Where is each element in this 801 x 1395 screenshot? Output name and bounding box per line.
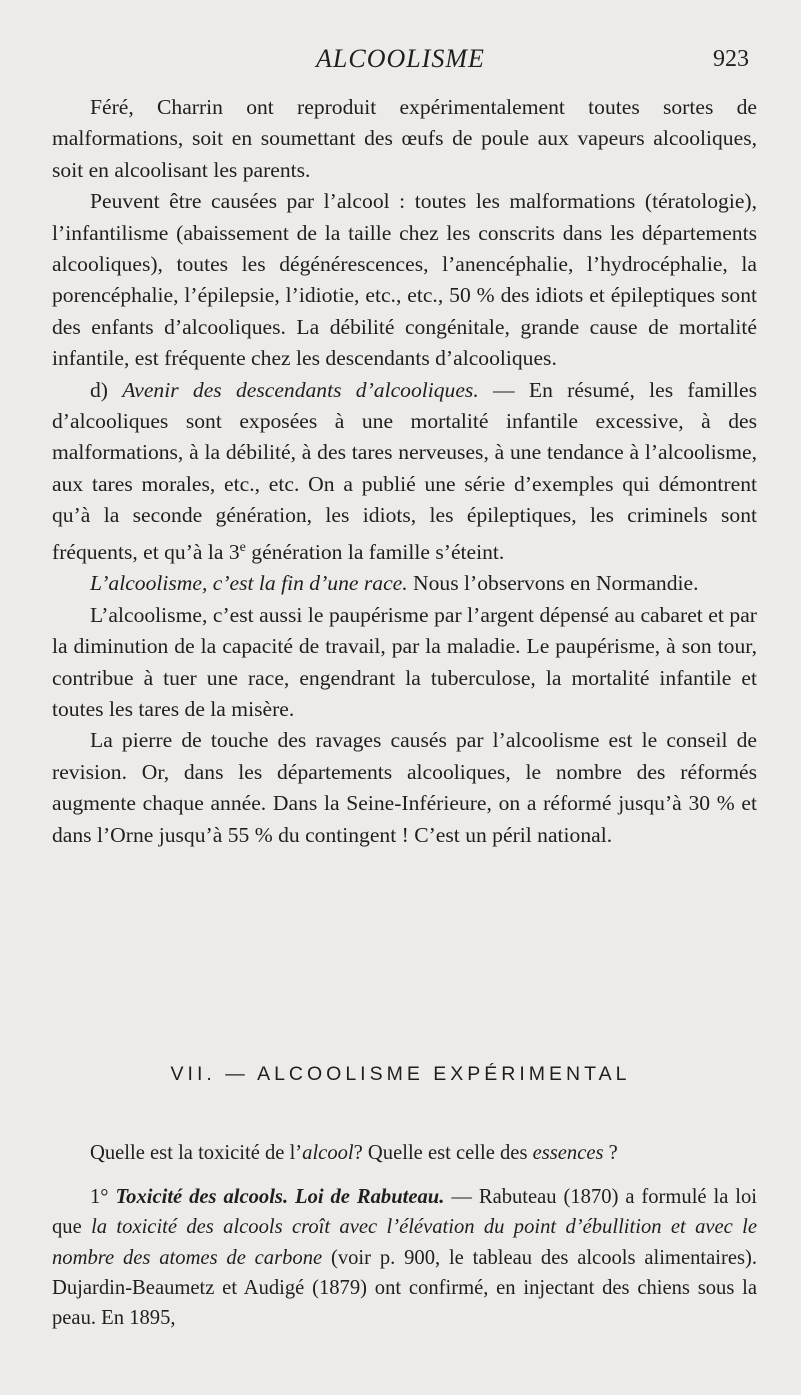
emphasis-fin-race: L’alcoolisme, c’est la fin d’une race.	[90, 571, 408, 596]
main-text	[52, 92, 757, 851]
item-number: 1°	[90, 1186, 116, 1209]
rabuteau-law: la toxicité des alcools croît avec l’élévation du point d’ébullition et avec le nombre des atomes de carbone	[52, 1216, 757, 1269]
running-title: ALCOOLISME	[316, 44, 485, 73]
paragraph-fin-race	[52, 568, 757, 599]
subsection-text-end: génération la famille s’éteint.	[245, 539, 505, 564]
question-text-c: ?	[603, 1142, 618, 1164]
superscript-e: e	[239, 539, 246, 555]
question-text-a: Quelle est la toxicité de l’	[90, 1142, 303, 1164]
subsection-text: — En résumé, les familles d’alcooliques sont exposées à une mortalité infantile excessive, à des malformations, à la débilité, à des tares nerveuses, à une tendance à l’alcoolisme, aux tares morales, etc., etc. On a publié une série d’exemples qui démontrent qu’à la seconde génération, les idiots, les épileptiques, les criminels sont fréquents, et qu’à la 3	[52, 377, 757, 564]
paragraph-causes: Peuvent être causées par l’alcool : toutes les malformations (tératologie), l’infantilisme (abaissement de la taille chez les conscrits dans les départements alcooliques), toutes les dégénérescences, l’anencéphalie, l’hydrocéphalie, la porencéphalie, l’épilepsie, l’idiotie, etc., etc., 50 % des idiots et épileptiques sont des enfants d’alcooliques. La débilité congénitale, grande cause de mortalité infantile, est fréquente chez les descendants d’alcooliques.	[52, 189, 757, 371]
question-text-b: ? Quelle est celle des	[353, 1142, 533, 1164]
question-alcool: alcool	[302, 1142, 354, 1164]
rabuteau-text-a: — Rabuteau (1870) a formulé la loi que	[52, 1186, 758, 1239]
item-heading: Toxicité des alcools. Loi de Rabuteau.	[115, 1186, 445, 1209]
paragraph-question	[52, 1138, 757, 1168]
paragraph-rabuteau	[52, 1182, 757, 1333]
subsection-letter: d)	[90, 377, 123, 402]
lower-text	[52, 1138, 757, 1333]
normandie-text: Nous l’observons en Normandie.	[407, 571, 699, 596]
page-header	[0, 44, 801, 80]
paragraph-conseil-revision: La pierre de touche des ravages causés par l’alcoolisme est le conseil de revision. Or, dans les départements alcooliques, le nombre des réformés augmente chaque année. Dans la Seine-Inférieure, on a réformé jusqu’à 30 % et dans l’Orne jusqu’à 55 % du contingent ! C’est un péril national.	[52, 728, 757, 847]
page-number: 923	[713, 46, 749, 72]
paragraph-descendants	[52, 375, 757, 569]
paragraph-pauperisme: L’alcoolisme, c’est aussi le paupérisme par l’argent dépensé au cabaret et par la diminution de la capacité de travail, par la maladie. Le paupérisme, à son tour, contribue à tuer une race, engendrant la tuberculose, la mortalité infantile et toutes les tares de la misère.	[52, 602, 757, 721]
paragraph-malformations: Féré, Charrin ont reproduit expérimentalement toutes sortes de malformations, soit en soumettant des œufs de poule aux vapeurs alcooliques, soit en alcoolisant les parents.	[52, 95, 757, 182]
subsection-title: Avenir des descendants d’alcooliques.	[122, 377, 479, 402]
section-heading: VII. — ALCOOLISME EXPÉRIMENTAL	[170, 1063, 631, 1085]
question-essences: essences	[532, 1142, 604, 1164]
rabuteau-text-b: (voir p. 900, le tableau des alcools alimentaires). Dujardin-Beaumetz et Audigé (1879) ont confirmé, en injectant des chiens sous la peau. En 1895,	[52, 1246, 757, 1330]
